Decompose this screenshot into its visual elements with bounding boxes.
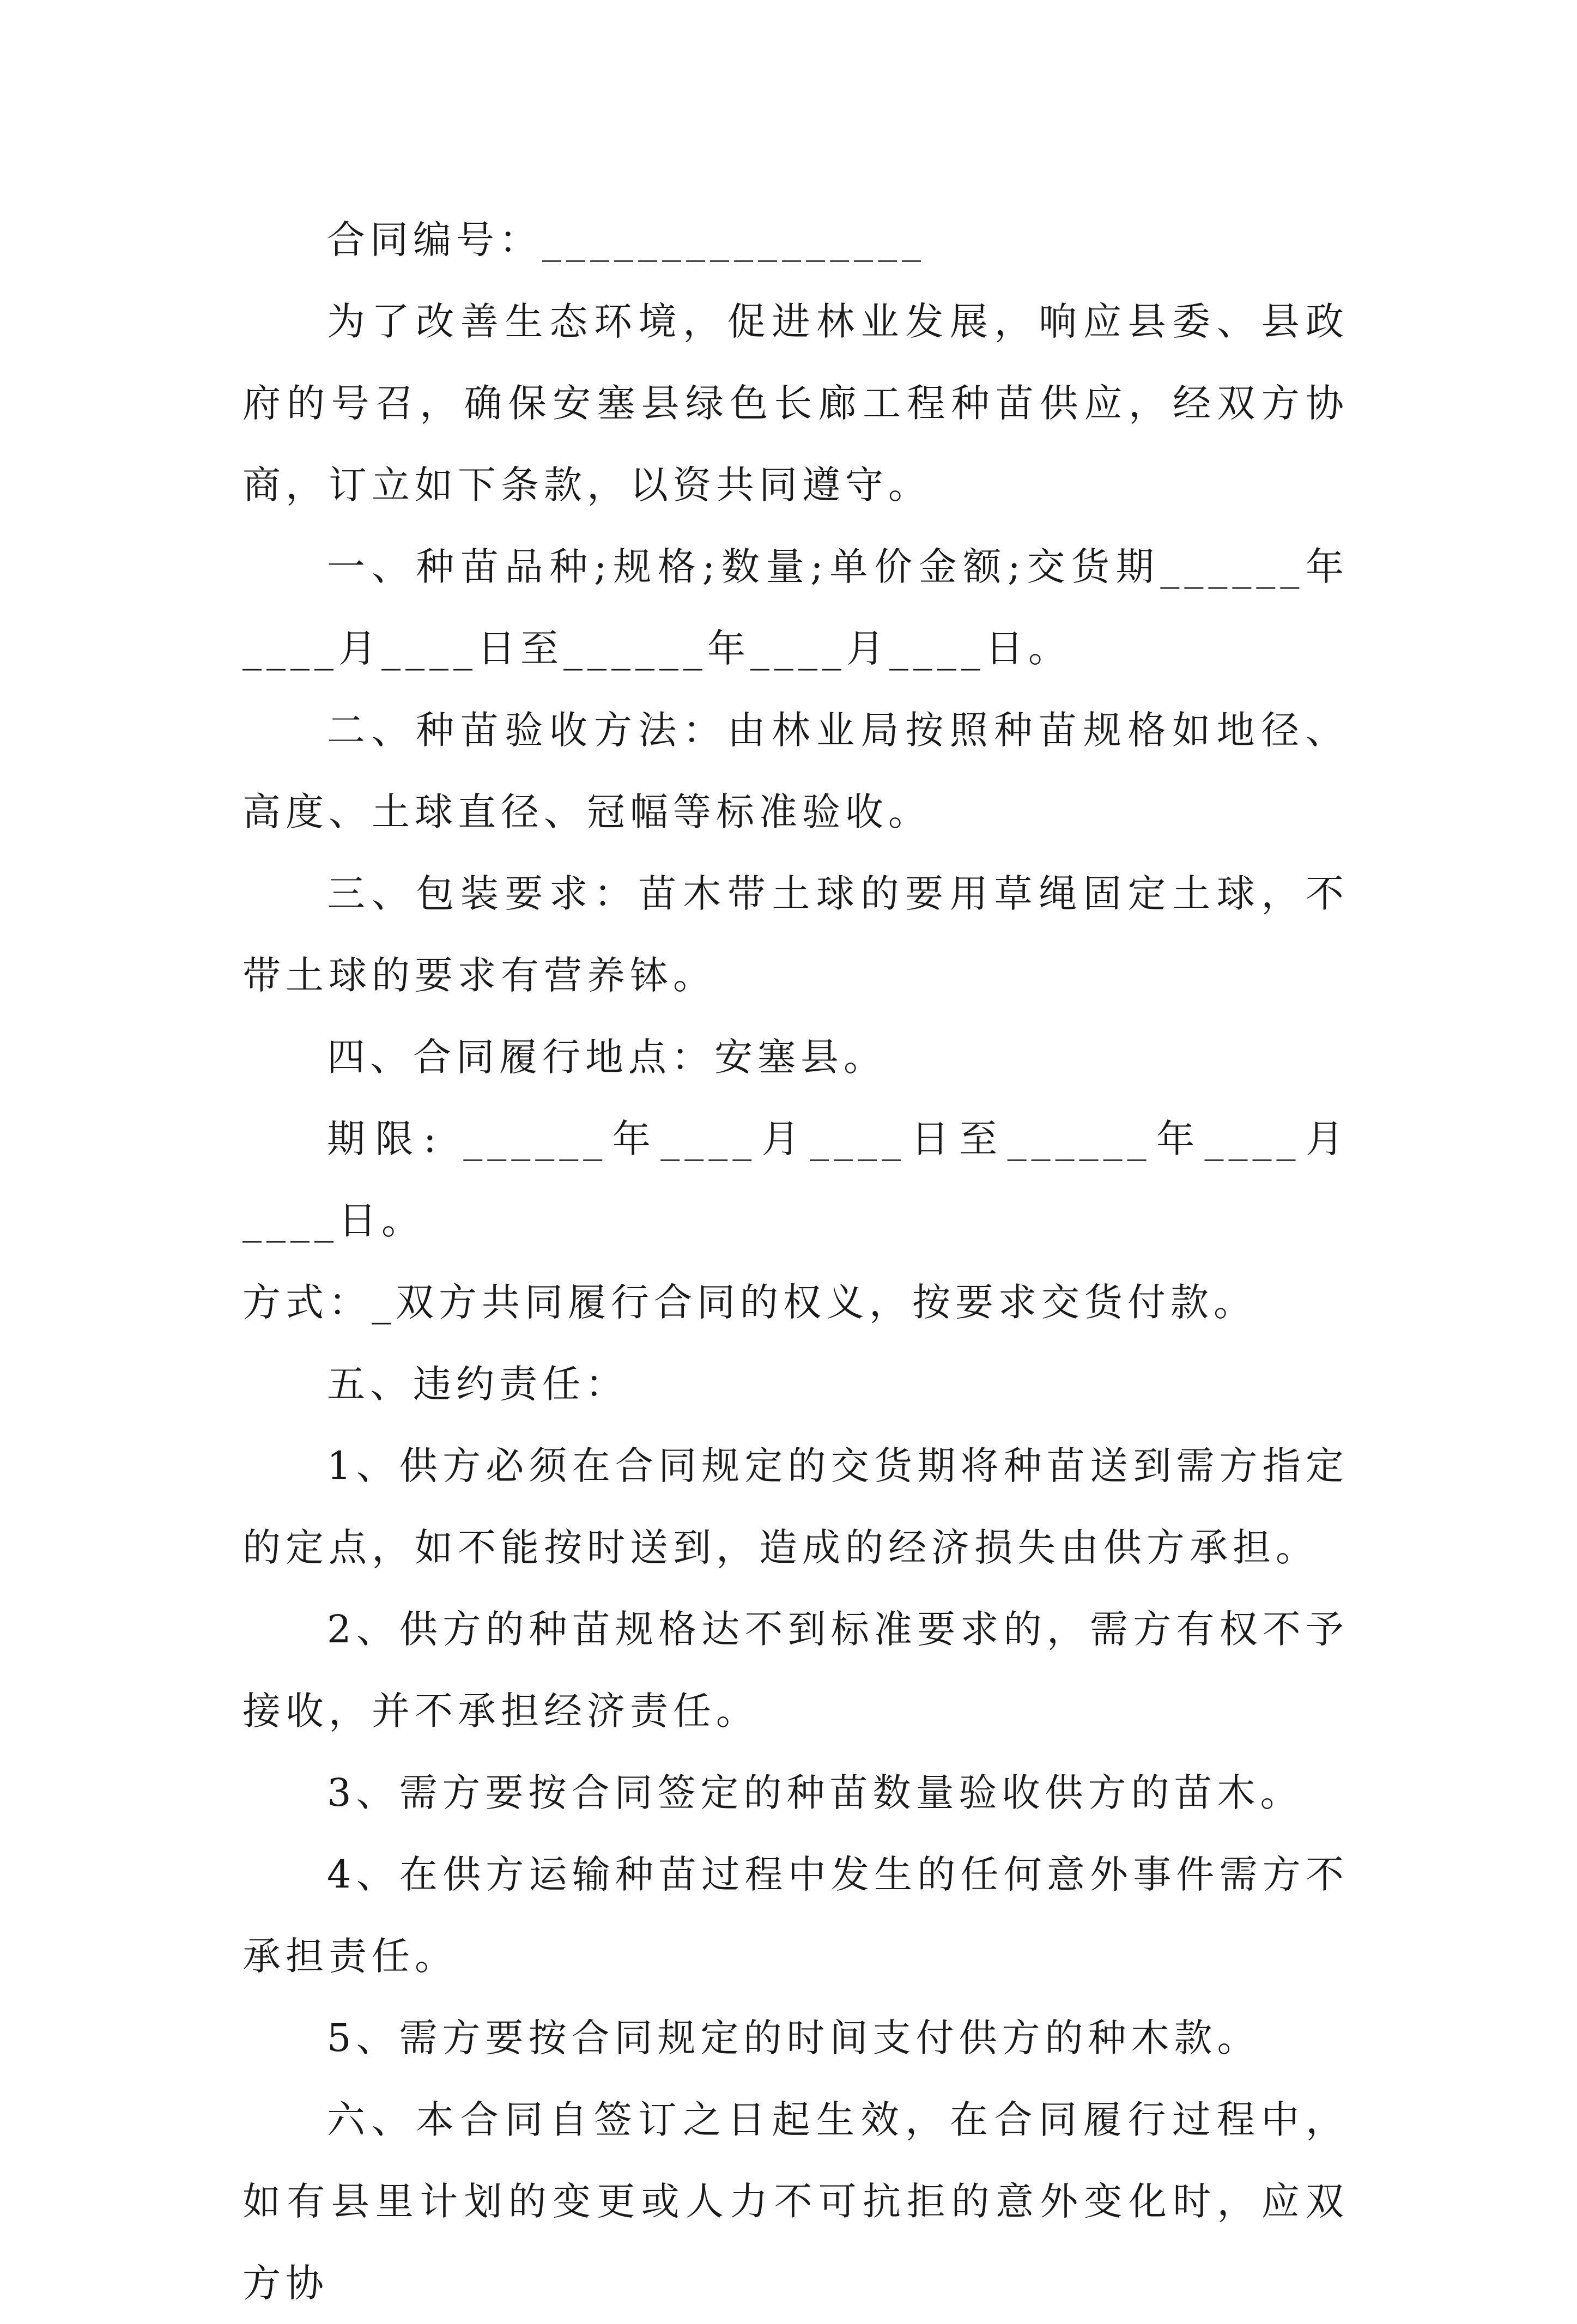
liability-item-1: 1、供方必须在合同规定的交货期将种苗送到需方指定的定点，如不能按时送到，造成的经济损失由供方承担。 [242,1443,1349,1570]
contract-body [242,199,1349,2324]
liability-item-3: 3、需方要按合同签定的种苗数量验收供方的苗木。 [327,1770,1303,1815]
clause-6: 六、本合同自签订之日起生效，在合同履行过程中，如有县里计划的变更或人力不可抗拒的意外变化时，应双方协 [242,2097,1349,2305]
contract-number-label: 合同编号： [327,217,542,262]
period-line: 期限: ______年____月____日至______年____月____日。 [242,1117,1349,1243]
liability-item-4: 4、在供方运输种苗过程中发生的任何意外事件需方不承担责任。 [242,1852,1349,1979]
clause-2: 二、种苗验收方法：由林业局按照种苗规格如地径、高度、土球直径、冠幅等标准验收。 [242,708,1349,834]
intro-paragraph: 为了改善生态环境，促进林业发展，响应县委、县政府的号召，确保安塞县绿色长廊工程种苗供应，经双方协商，订立如下条款，以资共同遵守。 [242,299,1349,507]
liability-item-5: 5、需方要按合同规定的时间支付供方的种木款。 [327,2016,1260,2060]
clause-5-title: 五、违约责任： [327,1362,628,1406]
contract-number-line [242,199,1349,281]
clause-4: 四、合同履行地点：安塞县。 [327,1035,887,1079]
clause-1: 一、种苗品种;规格;数量;单价金额;交货期______年____月____日至______年____月____日。 [242,544,1349,671]
liability-item-2: 2、供方的种苗规格达不到标准要求的，需方有权不予接收，并不承担经济责任。 [242,1607,1349,1733]
contract-number-blank: ________________ [542,217,926,262]
method-line: 方式：_双方共同履行合同的权义，按要求交货付款。 [242,1280,1257,1325]
clause-3: 三、包装要求：苗木带土球的要用草绳固定土球，不带土球的要求有营养钵。 [242,871,1349,998]
